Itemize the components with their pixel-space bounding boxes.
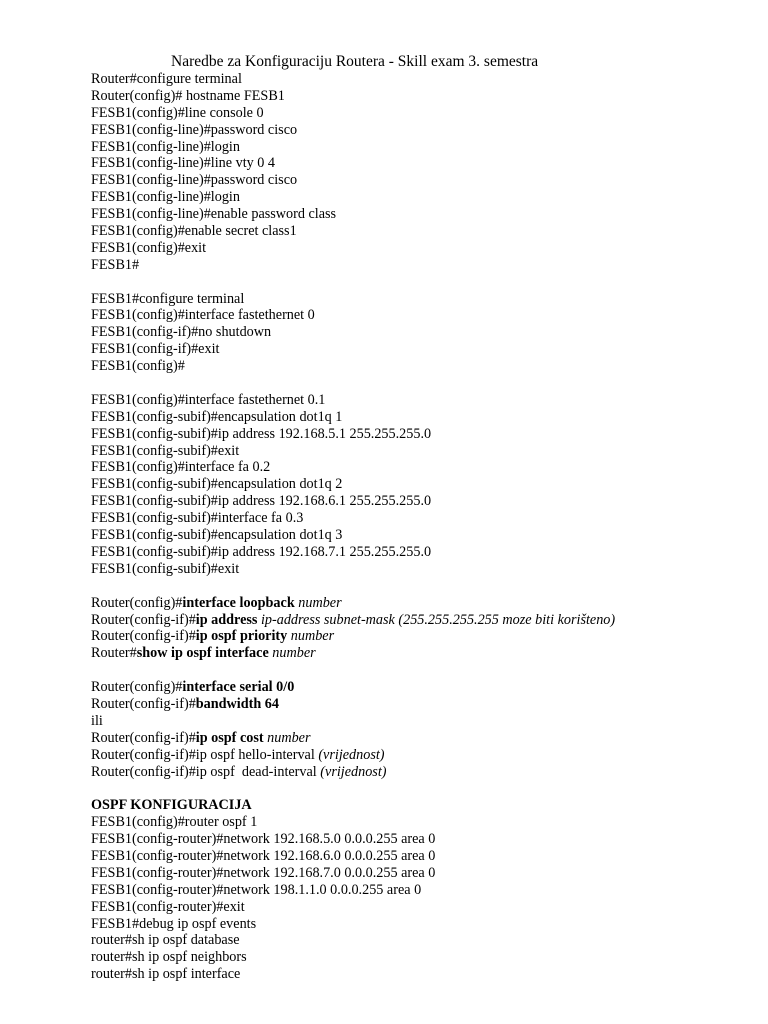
italic-segment: (vrijednost) bbox=[320, 763, 387, 780]
text-segment: FESB1(config-router)#exit bbox=[91, 898, 245, 915]
command-line bbox=[91, 493, 615, 510]
command-line bbox=[91, 932, 615, 949]
command-line bbox=[91, 882, 615, 899]
document-title: Naredbe za Konfiguraciju Routera - Skill exam 3. semestra bbox=[171, 53, 539, 70]
command-line bbox=[91, 544, 615, 561]
command-line bbox=[91, 139, 615, 156]
command-line bbox=[91, 527, 615, 544]
text-segment: Router(config-if)# bbox=[91, 611, 196, 628]
text-segment: FESB1(config-if)#exit bbox=[91, 341, 220, 358]
text-segment: FESB1(config-subif)#exit bbox=[91, 442, 240, 459]
command-line bbox=[91, 645, 615, 662]
italic-segment: number bbox=[298, 594, 342, 611]
text-segment: FESB1(config-subif)#encapsulation dot1q 3 bbox=[91, 527, 343, 544]
command-line bbox=[91, 966, 615, 983]
bold-segment: OSPF KONFIGURACIJA bbox=[91, 797, 252, 814]
text-segment: router#sh ip ospf interface bbox=[91, 966, 241, 983]
bold-segment: interface loopback bbox=[182, 594, 295, 611]
text-segment: FESB1(config-line)#login bbox=[91, 189, 240, 206]
command-line bbox=[91, 105, 615, 122]
text-segment: FESB1(config)# bbox=[91, 358, 185, 375]
text-segment: FESB1(config-subif)#ip address 192.168.5.1 255.255.255.0 bbox=[91, 425, 432, 442]
command-line bbox=[91, 848, 615, 865]
text-segment: FESB1(config-subif)#interface fa 0.3 bbox=[91, 510, 304, 527]
command-line bbox=[91, 476, 615, 493]
command-line bbox=[91, 307, 615, 324]
text-segment: FESB1(config)#interface fastethernet 0 bbox=[91, 307, 315, 324]
command-line bbox=[91, 291, 615, 308]
italic-segment: (vrijednost) bbox=[318, 746, 385, 763]
text-segment: FESB1(config-line)#password cisco bbox=[91, 121, 298, 138]
command-line bbox=[91, 257, 615, 274]
command-line bbox=[91, 730, 615, 747]
text-segment: FESB1(config-line)#login bbox=[91, 138, 240, 155]
bold-segment: ip ospf cost bbox=[195, 729, 264, 746]
command-line bbox=[91, 341, 615, 358]
text-segment: FESB1(config-subif)#ip address 192.168.6.1 255.255.255.0 bbox=[91, 493, 432, 510]
text-segment: FESB1(config-subif)#exit bbox=[91, 560, 240, 577]
blank-line bbox=[91, 578, 615, 595]
command-line bbox=[91, 679, 615, 696]
command-line bbox=[91, 206, 615, 223]
text-segment: FESB1(config)#exit bbox=[91, 239, 207, 256]
text-segment: FESB1# bbox=[91, 256, 140, 273]
command-line bbox=[91, 510, 615, 527]
blank-line bbox=[91, 274, 615, 291]
text-segment: FESB1(config-subif)#ip address 192.168.7.1 255.255.255.0 bbox=[91, 543, 432, 560]
text-segment: FESB1#configure terminal bbox=[91, 290, 245, 307]
command-line bbox=[91, 459, 615, 476]
command-line bbox=[91, 324, 615, 341]
command-line bbox=[91, 949, 615, 966]
command-line bbox=[91, 122, 615, 139]
text-segment: FESB1(config)#interface fastethernet 0.1 bbox=[91, 391, 326, 408]
text-segment: FESB1(config-line)#line vty 0 4 bbox=[91, 155, 276, 172]
command-line bbox=[91, 831, 615, 848]
text-segment: router#sh ip ospf database bbox=[91, 932, 240, 949]
bold-segment: interface serial 0/0 bbox=[182, 679, 295, 696]
blank-line bbox=[91, 780, 615, 797]
text-segment: Router(config-if)#ip ospf dead-interval bbox=[91, 763, 321, 780]
text-segment: Router# bbox=[91, 645, 137, 662]
text-segment: router#sh ip ospf neighbors bbox=[91, 949, 247, 966]
text-segment: FESB1(config-subif)#encapsulation dot1q 2 bbox=[91, 476, 343, 493]
command-line bbox=[91, 189, 615, 206]
command-line bbox=[91, 628, 615, 645]
command-line bbox=[91, 865, 615, 882]
command-line bbox=[91, 899, 615, 916]
text-segment: FESB1(config-router)#network 192.168.6.0 0.0.0.255 area 0 bbox=[91, 847, 436, 864]
text-segment: FESB1(config-router)#network 192.168.7.0 0.0.0.255 area 0 bbox=[91, 864, 436, 881]
command-line bbox=[91, 561, 615, 578]
command-line bbox=[91, 409, 615, 426]
text-segment: FESB1(config-line)#enable password class bbox=[91, 206, 337, 223]
command-line bbox=[91, 595, 615, 612]
document-body bbox=[91, 71, 615, 983]
command-line bbox=[91, 358, 615, 375]
command-line bbox=[91, 814, 615, 831]
command-line bbox=[91, 426, 615, 443]
command-line bbox=[91, 916, 615, 933]
bold-segment: bandwidth 64 bbox=[195, 695, 279, 712]
text-segment: FESB1(config-if)#no shutdown bbox=[91, 324, 272, 341]
text-segment: Router(config-if)# bbox=[91, 695, 196, 712]
command-line bbox=[91, 88, 615, 105]
italic-segment: ip-address subnet-mask (255.255.255.255 moze biti korišteno) bbox=[260, 611, 616, 628]
text-segment: FESB1(config-line)#password cisco bbox=[91, 172, 298, 189]
bold-segment: ip address bbox=[195, 611, 258, 628]
text-segment: FESB1(config)#router ospf 1 bbox=[91, 814, 258, 831]
command-line bbox=[91, 713, 615, 730]
italic-segment: number bbox=[267, 729, 311, 746]
command-line bbox=[91, 696, 615, 713]
text-segment: Router(config-if)# bbox=[91, 729, 196, 746]
command-line bbox=[91, 155, 615, 172]
text-segment: FESB1(config)#enable secret class1 bbox=[91, 223, 297, 240]
command-line bbox=[91, 71, 615, 88]
blank-line bbox=[91, 662, 615, 679]
text-segment: ili bbox=[91, 712, 103, 729]
text-segment: Router(config-if)# bbox=[91, 628, 196, 645]
command-line bbox=[91, 443, 615, 460]
text-segment: FESB1(config-subif)#encapsulation dot1q 1 bbox=[91, 408, 343, 425]
text-segment: FESB1#debug ip ospf events bbox=[91, 915, 257, 932]
command-line bbox=[91, 223, 615, 240]
text-segment: Router(config)# bbox=[91, 679, 183, 696]
command-line bbox=[91, 172, 615, 189]
italic-segment: number bbox=[272, 645, 316, 662]
command-line bbox=[91, 747, 615, 764]
command-line bbox=[91, 797, 615, 814]
command-line bbox=[91, 764, 615, 781]
text-segment: Router(config)# bbox=[91, 594, 183, 611]
text-segment: Router(config)# hostname FESB1 bbox=[91, 87, 285, 104]
text-segment: FESB1(config)#interface fa 0.2 bbox=[91, 459, 271, 476]
blank-line bbox=[91, 375, 615, 392]
text-segment: FESB1(config-router)#network 192.168.5.0 0.0.0.255 area 0 bbox=[91, 831, 436, 848]
command-line bbox=[91, 612, 615, 629]
bold-segment: ip ospf priority bbox=[195, 628, 288, 645]
italic-segment: number bbox=[290, 628, 335, 645]
text-segment: FESB1(config-router)#network 198.1.1.0 0.0.0.255 area 0 bbox=[91, 881, 422, 898]
text-segment: Router(config-if)#ip ospf hello-interval bbox=[91, 746, 319, 763]
bold-segment: show ip ospf interface bbox=[136, 645, 269, 662]
command-line bbox=[91, 240, 615, 257]
text-segment: Router#configure terminal bbox=[91, 71, 242, 87]
command-line bbox=[91, 392, 615, 409]
text-segment: FESB1(config)#line console 0 bbox=[91, 104, 264, 121]
